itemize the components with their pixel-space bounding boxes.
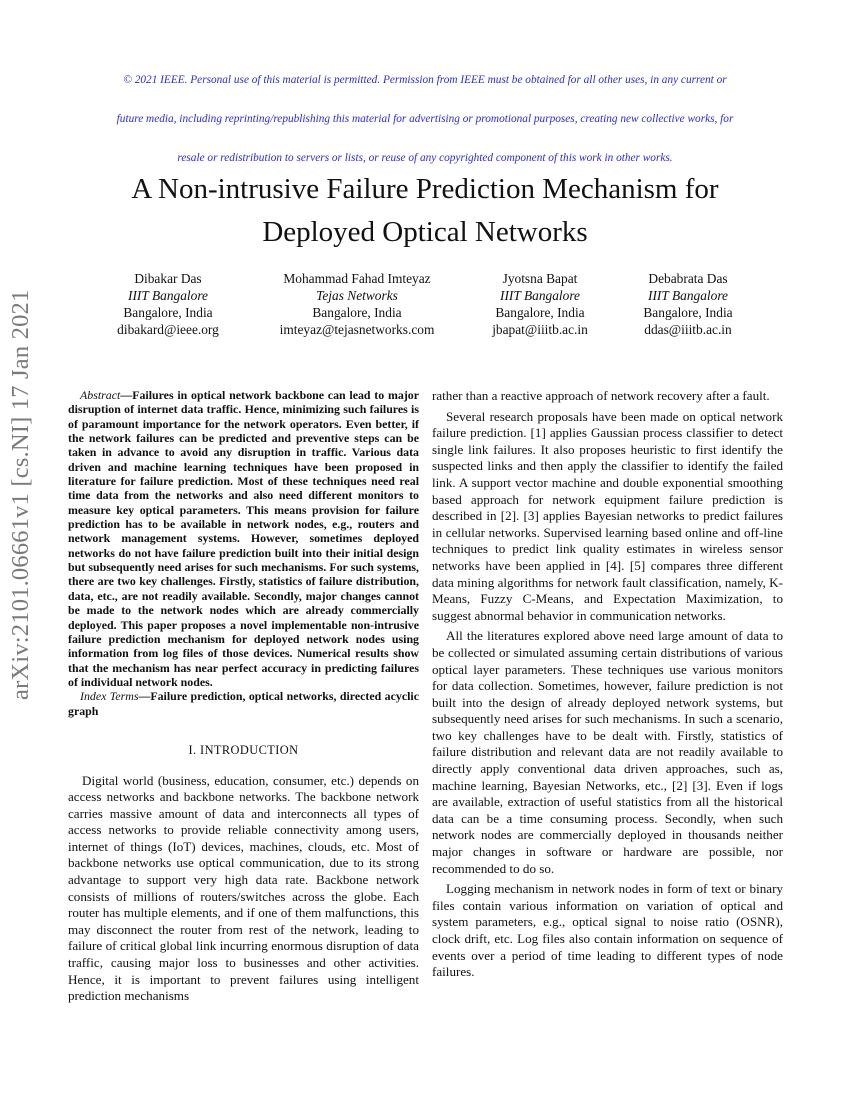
author-email: ddas@iiitb.ac.in [644, 322, 732, 337]
copyright-line-1: © 2021 IEEE. Personal use of this material is permitted. Permission from IEEE must be obtained for all other uses, in any current or [123, 74, 727, 86]
author-location: Bangalore, India [312, 305, 402, 320]
section-heading-introduction: I. INTRODUCTION [188, 742, 299, 757]
author-location: Bangalore, India [495, 305, 585, 320]
intro-paragraph-1: Digital world (business, education, consumer, etc.) depends on access networks and backbone networks. The backbone network carries massive amount of data and interconnects all types of access networks to provide reliable connectivity among users, internet of things (IoT) devices, machines, clouds, etc. Most of backbone networks use optical communication, due to its strong advantage to support very high data rate. Backbone network consists of millions of routers/switches across the globe. Each router has multiple elements, and if one of them malfunctions, this may disconnect the router from rest of the network, leading to failure of critical global link incurring enormous disruption of data traffic, causing major loss to businesses and other activities. Hence, it is important to prevent failures using intelligent prediction mechanisms [68, 772, 419, 1004]
author-block [472, 270, 608, 338]
intro-paragraph-continued: rather than a reactive approach of network recovery after a fault. [432, 388, 770, 403]
arxiv-stamp-text: arXiv:2101.06661v1 [cs.NI] 17 Jan 2021 [7, 289, 34, 700]
author-name: Dibakar Das [134, 271, 202, 286]
author-affiliation: IIIT Bangalore [128, 288, 208, 303]
author-affiliation: IIIT Bangalore [648, 288, 728, 303]
author-email: jbapat@iiitb.ac.in [492, 322, 588, 337]
author-block [620, 270, 756, 338]
title-line-2: Deployed Optical Networks [262, 216, 588, 248]
index-terms [68, 689, 419, 718]
author-name: Jyotsna Bapat [502, 271, 578, 286]
abstract-label: Abstract [80, 388, 121, 402]
intro-paragraph-4: Logging mechanism in network nodes in form of text or binary files contain various information on variation of optical and system parameters, e.g., optical signal to noise ratio (OSNR), clock drift, etc. Log files also contain information on sequence of events over a period of time leading to different types of node failures. [432, 881, 783, 980]
author-block [98, 270, 238, 338]
left-column [68, 388, 419, 1005]
author-location: Bangalore, India [643, 305, 733, 320]
author-name: Mohammad Fahad Imteyaz [283, 271, 431, 286]
author-block [262, 270, 452, 338]
index-terms-label: Index Terms [80, 689, 139, 704]
intro-paragraph-2: Several research proposals have been made on optical network failure prediction. [1] applies Gaussian process classifier to detect single link failures. It also proposes heuristic to first identify the suspected links and then apply the classifier to identify the failed link. A support vector machine and double exponential smoothing based approach for network equipment failure prediction is described in [2]. [3] applies Bayesian networks to predict failures in cellular networks. Supervised learning based online and off-line techniques to predict link quality estimates in wireless sensor networks have been applied in [4]. [5] compares three different data mining algorithms for network fault classification, namely, K-Means, Fuzzy C-Means, and Expectation Maximization, to suggest abnormal behavior in communication networks. [432, 408, 783, 623]
author-name: Debabrata Das [648, 271, 728, 286]
abstract-text: —Failures in optical network backbone can lead to major disruption of internet data traffic. Hence, minimizing such failures is of paramount importance for the network operators. Even better, if the network failures can be predicted and preventive steps can be taken in advance to avoid any disruption in traffic. Various data driven and machine learning techniques have been proposed in literature for failure prediction. Most of these techniques need real time data from the networks and also need different monitors to measure key optical parameters. This means provision for failure prediction has to be available in network nodes, e.g., routers and network management systems. However, sometimes deployed networks do not have failure prediction built into their initial design but subsequently need arises for such mechanisms. For such systems, there are two key challenges. Firstly, statistics of failure distribution, data, etc., are not readily available. Secondly, major changes cannot be made to the network nodes which are already commercially deployed. This paper proposes a novel implementable non-intrusive failure prediction mechanism for deployed network nodes using information from log files of those devices. Numerical results show that the mechanism has near perfect accuracy in predicting failures of individual network nodes. [68, 388, 419, 689]
author-email: dibakard@ieee.org [117, 322, 219, 337]
paper-title [40, 168, 810, 254]
author-affiliation: IIIT Bangalore [500, 288, 580, 303]
author-email: imteyaz@tejasnetworks.com [279, 322, 435, 337]
copyright-line-2: future media, including reprinting/republishing this material for advertising or promotional purposes, creating new collective works, for [116, 113, 734, 125]
title-line-1: A Non-intrusive Failure Prediction Mechanism for [131, 173, 719, 205]
copyright-line-3: resale or redistribution to servers or lists, or reuse of any copyrighted component of this work in other works. [177, 152, 673, 164]
author-affiliation: Tejas Networks [316, 288, 398, 303]
right-column [432, 388, 783, 981]
intro-paragraph-3: All the literatures explored above need large amount of data to be collected or simulated assuming certain distributions of various optical layer parameters. These techniques use various monitors for data collection. Sometimes, however, failure prediction is not built into the design of already deployed network systems, but subsequently need arises for such mechanisms. In such a scenario, two key challenges have to be dealt with. Firstly, statistics of failure distribution and relevant data are not readily available to directly apply conventional data driven approaches, such as, machine learning, Bayesian Networks, etc., [2] [3]. Even if logs are available, extraction of useful statistics from all the historical data can be a time consuming process. Secondly, when such network nodes are commercially deployed in thousands neither major changes in software or hardware are possible, nor recommended to do so. [432, 628, 783, 876]
author-location: Bangalore, India [123, 305, 213, 320]
arxiv-stamp [6, 289, 36, 700]
abstract [68, 388, 419, 689]
index-terms-text: —Failure prediction, optical networks, directed acyclic graph [68, 689, 419, 718]
